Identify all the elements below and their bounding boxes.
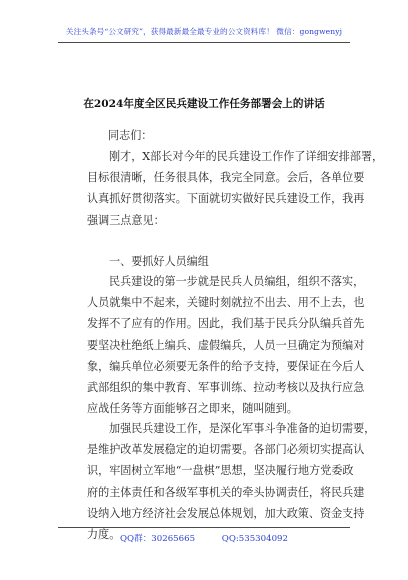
- paragraph-line: 刚才，X部长对今年的民兵建设工作作了详细安排部署，: [109, 150, 384, 163]
- footer-qq-contact: QQ:535304092: [221, 534, 288, 544]
- paragraph-line: 象，编兵单位必须要无条件的给予支持，要保证在今后人: [87, 359, 365, 373]
- paragraph-line: 目标很清晰，任务很具体，我完全同意。会后，各单位要: [87, 171, 365, 185]
- section-heading-text: 一、要抓好人员编组: [109, 255, 209, 268]
- paragraph-line: 人员就集中不起来，关键时刻就拉不出去、用不上去，也: [87, 296, 365, 310]
- paragraph: [87, 146, 384, 231]
- paragraph-line: 发挥不了应有的作用。因此，我们基于民兵分队编兵首先: [87, 317, 365, 331]
- paragraph-line: 强调三点意见：: [87, 213, 165, 227]
- paragraph-line: 应战任务等方面能够召之即来，随叫随到。: [87, 402, 298, 416]
- footer-divider: [58, 527, 350, 528]
- section-heading: [87, 251, 328, 272]
- footer: [0, 532, 408, 544]
- paragraph-line: 府的主体责任和各级军事机关的牵头协调责任，将民兵建: [87, 485, 365, 499]
- paragraph: [87, 271, 365, 419]
- paragraph-line: 认真抓好贯彻落实。下面就切实做好民兵建设工作，我再: [87, 192, 365, 206]
- paragraph-line: 加强民兵建设工作，是深化军事斗争准备的迫切需要，: [109, 422, 376, 435]
- paragraph-line: 民兵建设的第一步就是民兵人员编组，组织不落实，: [109, 275, 365, 288]
- paragraph-line: 力度。: [87, 527, 121, 541]
- header-divider: [58, 42, 350, 43]
- paragraph-line: 识，牢固树立军地“一盘棋”思想，坚决履行地方党委政: [87, 464, 354, 478]
- paragraph-line: 是维护改革发展稳定的迫切需要。各部门必须切实提高认: [87, 443, 365, 457]
- paragraph-line: 武部组织的集中教育、军事训练、拉动考核以及执行应急: [87, 380, 365, 394]
- paragraph-line: 要坚决杜绝纸上编兵、虚假编兵，人员一旦确定为预编对: [87, 338, 365, 352]
- header-notice: 关注头条号“公文研究”，获得最新最全最专业的公文资料库！ 微信：gongwenyj: [65, 27, 343, 36]
- paragraph-line: 设纳入地方经济社会发展总体规划，加大政策、资金支持: [87, 506, 365, 520]
- footer-qq-group: QQ群：30265665: [120, 534, 196, 544]
- greeting: 同志们：: [108, 129, 153, 142]
- document-title: 在2024年度全区民兵建设工作任务部署会上的讲话: [83, 98, 325, 110]
